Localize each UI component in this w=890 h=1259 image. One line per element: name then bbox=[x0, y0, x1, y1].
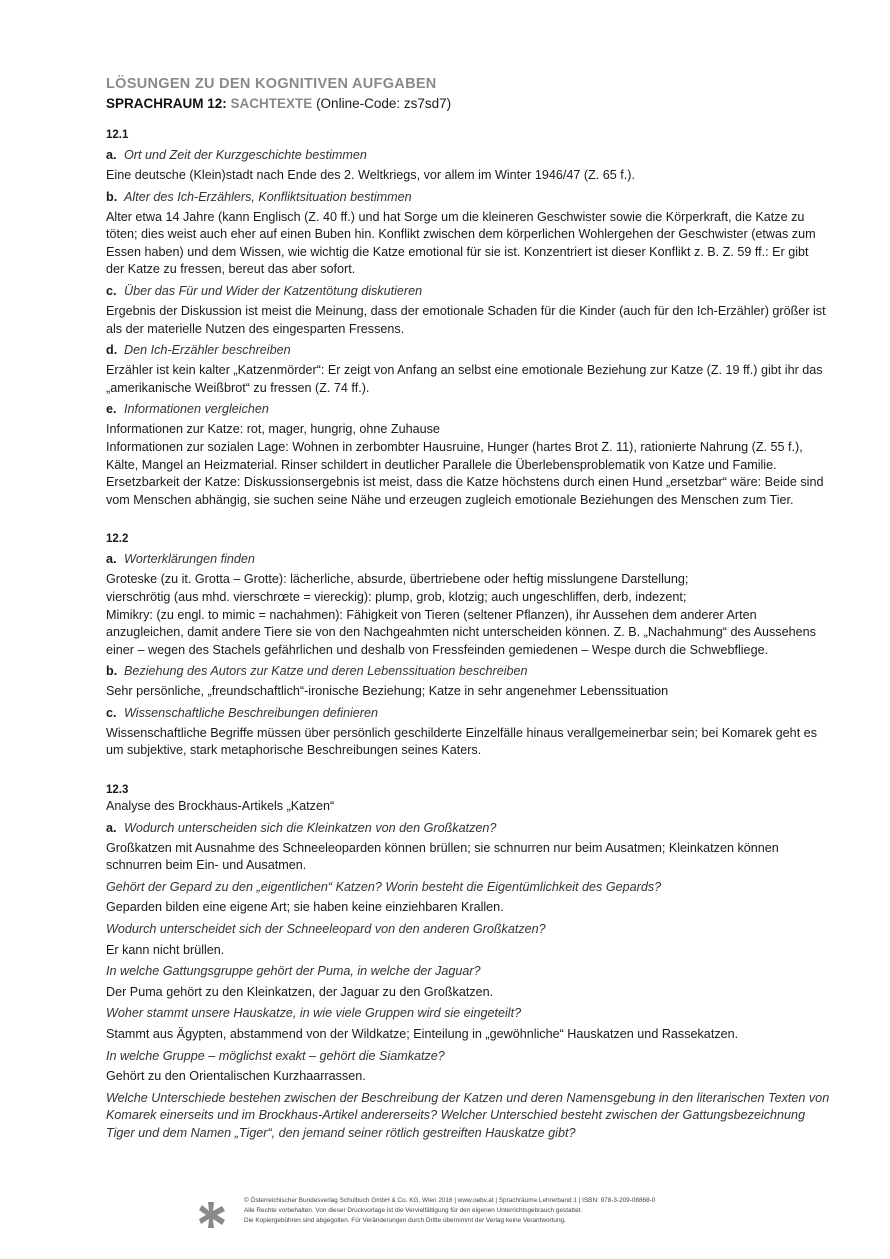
answer-text: Alter etwa 14 Jahre (kann Englisch (Z. 40 ff.) und hat Sorge um die kleineren Geschwister sowie die Körperkraft, die Katze zu töten; dies weist auch eher auf einen Buben hin. Konflikt zwischen dem körperlichen Wohlergehen der Geschwister (etwas zum Essen haben) und dem Wissen, wie wichtig die Katze emotional für sie ist. Konzentriert ist dieser Konflikt z. B. Z. 59 ff.: Er gibt der Katze zu fressen, bereut das aber sofort. bbox=[106, 209, 816, 277]
sub-question: In welche Gattungsgruppe gehört der Puma, in welche der Jaguar? bbox=[106, 964, 481, 979]
task-question: Wissenschaftliche Beschreibungen definieren bbox=[124, 705, 379, 720]
answer-text: Erzähler ist kein kalter „Katzenmörder“: Er zeigt von Anfang an selbst eine emotionale Beziehung zur Katze (Z. 19 ff.) gibt ihr das „amerikanische Weißbrot“ zu fressen (Z. 74 ff.). bbox=[106, 363, 823, 395]
footer-line: © Österreichischer Bundesverlag Schulbuch GmbH & Co. KG, Wien 2016 | www.oebv.at | Sprachräume Lehrerband 1 | ISBN: 978-3-209-08868-0 bbox=[244, 1197, 656, 1204]
subtitle-topic: SACHTEXTE bbox=[230, 96, 313, 111]
section-number-12-1: 12.1 bbox=[106, 129, 129, 141]
section-number-12-3: 12.3 bbox=[106, 784, 129, 797]
task-question: Über das Für und Wider der Katzentötung diskutieren bbox=[124, 283, 423, 298]
answer-line: Informationen zur sozialen Lage: Wohnen in zerbombter Hausruine, Hunger (hartes Brot Z. 11), rationierte Nahrung (Z. 55 f.), Kälte, Mangel an Heizmaterial. Rinser schildert in deutlicher Parallele die Überlebensproblematik von Katze und Familie. bbox=[106, 439, 803, 472]
answer-line: Groteske (zu it. Grotta – Grotte): lächerliche, absurde, übertriebene oder heftig misslungene Darstellung; bbox=[106, 572, 689, 587]
answer-line: Informationen zur Katze: rot, mager, hungrig, ohne Zuhause bbox=[106, 422, 440, 437]
task-label: c. bbox=[106, 283, 117, 298]
oebv-logo-icon bbox=[198, 1200, 228, 1230]
task-12-1-a bbox=[106, 147, 830, 164]
copyright-notice bbox=[244, 1196, 764, 1226]
sub-question: In welche Gruppe – möglichst exakt – gehört die Siamkatze? bbox=[106, 1048, 445, 1063]
answer-text: Geparden bilden eine eigene Art; sie haben keine einziehbaren Krallen. bbox=[106, 900, 504, 915]
answer-line: Mimikry: (zu engl. to mimic = nachahmen): Fähigkeit von Tieren (seltener Pflanzen), ihr Aussehen dem anderer Arten anzugleichen, damit andere Tiere sie von den Nachgeahmten nicht unterscheiden können. Z. B. „Nachahmung“ des Aussehens einer – wegen des Stachels gefährlichen und deshalb von Fressfeinden gemiedenen – Wespe durch die Schwebfliege. bbox=[106, 607, 816, 657]
task-label: d. bbox=[106, 343, 118, 358]
task-label: c. bbox=[106, 705, 117, 720]
task-12-1-d bbox=[106, 342, 830, 359]
answer-text: Ergebnis der Diskussion ist meist die Meinung, dass der emotionale Schaden für die Kinder (auch für den Ich-Erzähler) größer ist als der materielle Nutzen des eingesparten Fressens. bbox=[106, 303, 826, 336]
task-12-2-c bbox=[106, 705, 830, 722]
answer-text: Stammt aus Ägypten, abstammend von der Wildkatze; Einteilung in „gewöhnliche“ Hauskatzen und Rassekatzen. bbox=[106, 1027, 739, 1041]
answer-block bbox=[106, 421, 830, 509]
task-12-3-a bbox=[106, 820, 830, 837]
task-question: Den Ich-Erzähler beschreiben bbox=[124, 343, 291, 358]
task-question: Beziehung des Autors zur Katze und deren Lebenssituation beschreiben bbox=[124, 664, 528, 679]
answer-line: Ersetzbarkeit der Katze: Diskussionsergebnis ist meist, dass die Katze höchstens durch einen Hund „ersetzbar“ wäre: Beide sind vom Menschen abhängig, sie suchen seine Nähe und erzeugen zugleich emotionale Beziehungen des Menschen zum Tier. bbox=[106, 475, 824, 507]
page-subtitle bbox=[106, 94, 830, 113]
task-12-2-b bbox=[106, 663, 830, 680]
task-label: a. bbox=[106, 820, 117, 835]
sub-question: Wodurch unterscheidet sich der Schneeleopard von den anderen Großkatzen? bbox=[106, 922, 546, 937]
task-question: Ort und Zeit der Kurzgeschichte bestimmen bbox=[124, 148, 367, 162]
subtitle-code: (Online-Code: zs7sd7) bbox=[316, 96, 452, 111]
task-12-2-a bbox=[106, 551, 830, 568]
closing-question: Welche Unterschiede bestehen zwischen der Beschreibung der Katzen und deren Namensgebung in den literarischen Texten von Komarek einerseits und im Brockhaus-Artikel andererseits? Welcher Unterschied besteht zwischen der Gattungsbezeichnung Tiger und dem Namen „Tiger“, den jemand seiner rötlich gestreiften Hauskatze gibt? bbox=[106, 1090, 830, 1140]
section-number-12-2: 12.2 bbox=[106, 533, 129, 546]
answer-text: Großkatzen mit Ausnahme des Schneeleoparden können brüllen; sie schnurren nur beim Ausatmen; Kleinkatzen können schnurren beim Ein- und Ausatmen. bbox=[106, 840, 779, 873]
task-question: Informationen vergleichen bbox=[124, 402, 269, 417]
answer-text: Gehört zu den Orientalischen Kurzhaarrassen. bbox=[106, 1069, 366, 1084]
answer-text: Wissenschaftliche Begriffe müssen über persönlich geschilderte Einzelfälle hinaus verallgemeinerbar sein; bei Komarek geht es um subjektive, stark metaphorische Beschreibungen seines Katers. bbox=[106, 725, 817, 758]
answer-text: Eine deutsche (Klein)stadt nach Ende des 2. Weltkriegs, vor allem im Winter 1946/47 (Z. 65 f.). bbox=[106, 168, 635, 182]
answer-text: Sehr persönliche, „freundschaftlich“-ironische Beziehung; Katze in sehr angenehmer Lebenssituation bbox=[106, 684, 669, 699]
sub-question: Woher stammt unsere Hauskatze, in wie viele Gruppen wird sie eingeteilt? bbox=[106, 1006, 522, 1021]
task-12-1-c bbox=[106, 283, 830, 300]
answer-line: vierschrötig (aus mhd. vierschrœte = viereckig): plump, grob, klotzig; auch ungeschliffen, derb, indezent; bbox=[106, 589, 687, 604]
section-intro: Analyse des Brockhaus-Artikels „Katzen“ bbox=[106, 799, 335, 814]
answer-text: Der Puma gehört zu den Kleinkatzen, der Jaguar zu den Großkatzen. bbox=[106, 984, 494, 999]
footer-line: Die Kopiergebühren sind abgegolten. Für Veränderungen durch Dritte übernimmt der Verlag keine Verantwortung. bbox=[244, 1217, 566, 1224]
sub-question: Gehört der Gepard zu den „eigentlichen“ Katzen? Worin besteht die Eigentümlichkeit des Gepards? bbox=[106, 879, 662, 894]
task-12-1-b bbox=[106, 189, 830, 206]
task-question: Worterklärungen finden bbox=[124, 552, 255, 567]
subtitle-prefix: SPRACHRAUM 12: bbox=[106, 96, 227, 111]
task-label: e. bbox=[106, 402, 117, 417]
page-title: LÖSUNGEN ZU DEN KOGNITIVEN AUFGABEN bbox=[106, 76, 437, 92]
task-label: a. bbox=[106, 552, 117, 567]
task-label: b. bbox=[106, 664, 118, 679]
task-question: Wodurch unterscheiden sich die Kleinkatzen von den Großkatzen? bbox=[124, 820, 497, 835]
task-12-1-e bbox=[106, 401, 830, 418]
answer-text: Er kann nicht brüllen. bbox=[106, 942, 225, 957]
task-question: Alter des Ich-Erzählers, Konfliktsituation bestimmen bbox=[124, 189, 412, 204]
task-label: b. bbox=[106, 189, 118, 204]
footer-line: Alle Rechte vorbehalten. Von dieser Druckvorlage ist die Vervielfältigung für den eigenen Unterrichtsgebrauch gestattet. bbox=[244, 1207, 583, 1214]
main-content bbox=[106, 74, 830, 1143]
answer-block bbox=[106, 571, 830, 659]
task-label: a. bbox=[106, 148, 117, 162]
